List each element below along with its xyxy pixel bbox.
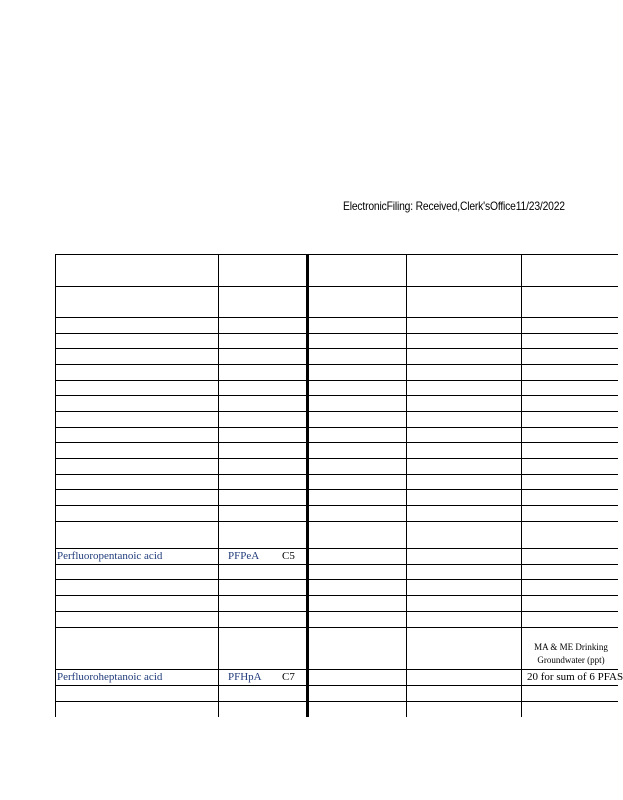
standard-note-line1: MA & ME Drinking bbox=[534, 642, 608, 652]
filing-stamp: ElectronicFiling: Received,Clerk'sOffice11/23/2022 bbox=[343, 199, 565, 213]
compound-name: Perfluoroheptanoic acid bbox=[57, 671, 163, 683]
table-rule bbox=[55, 474, 618, 475]
table-rule bbox=[55, 564, 618, 565]
table-column-rule bbox=[521, 254, 522, 717]
table-rule bbox=[55, 489, 618, 490]
table-rule bbox=[55, 348, 618, 349]
table-rule bbox=[55, 701, 618, 702]
carbon-chain: C5 bbox=[282, 550, 295, 562]
table-rule bbox=[55, 442, 618, 443]
table-rule bbox=[55, 427, 618, 428]
carbon-chain: C7 bbox=[282, 671, 295, 683]
table-column-rule bbox=[55, 254, 56, 717]
table-column-rule bbox=[218, 254, 219, 717]
table-rule bbox=[55, 611, 618, 612]
table-rule bbox=[55, 286, 618, 287]
table-rule bbox=[55, 317, 618, 318]
table-rule bbox=[55, 579, 618, 580]
table-rule bbox=[55, 333, 618, 334]
table-rule bbox=[55, 254, 618, 255]
table-rule bbox=[55, 627, 618, 628]
table-column-rule-thick bbox=[306, 254, 309, 717]
table-rule bbox=[55, 505, 618, 506]
table-rule bbox=[55, 458, 618, 459]
table-rule bbox=[55, 521, 618, 522]
standard-value: 20 for sum of 6 PFAS bbox=[527, 671, 623, 683]
table-rule bbox=[55, 364, 618, 365]
table-rule bbox=[55, 411, 618, 412]
table-rule bbox=[55, 395, 618, 396]
compound-abbreviation: PFPeA bbox=[228, 550, 260, 562]
table-rule bbox=[55, 685, 618, 686]
standard-note-line2: Groundwater (ppt) bbox=[537, 655, 605, 665]
table-rule bbox=[55, 595, 618, 596]
table-rule bbox=[55, 380, 618, 381]
compound-name: Perfluoropentanoic acid bbox=[57, 550, 163, 562]
table-column-rule bbox=[406, 254, 407, 717]
compound-abbreviation: PFHpA bbox=[228, 671, 262, 683]
